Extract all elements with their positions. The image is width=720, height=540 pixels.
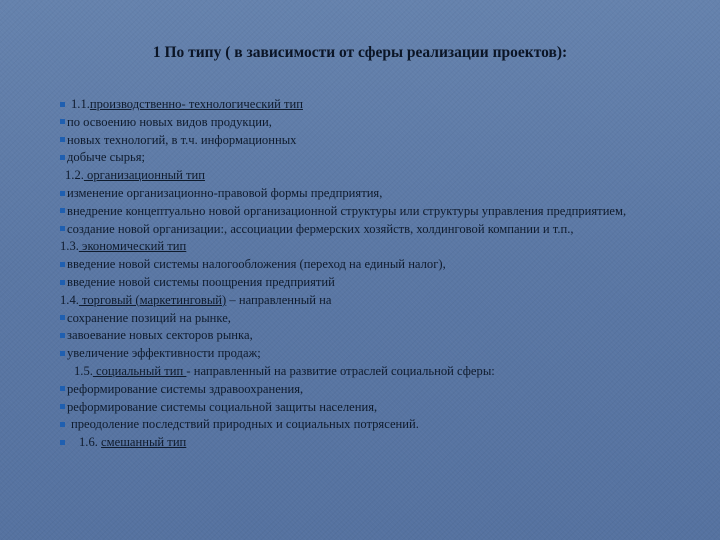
list-item (60, 149, 692, 167)
square-bullet-icon (60, 102, 65, 107)
square-bullet-icon (60, 315, 65, 320)
heading-1-2 (60, 167, 692, 185)
slide-body (60, 96, 692, 452)
square-bullet-icon (60, 119, 65, 124)
list-item (60, 327, 692, 345)
item-type: организационный тип (83, 168, 206, 183)
list-item-text: сохранение позиций на рынке, (67, 310, 231, 325)
slide-title: 1 По типу ( в зависимости от сферы реализации проектов): (152, 44, 568, 61)
square-bullet-icon (60, 208, 65, 213)
square-bullet-icon (60, 422, 65, 427)
item-description: – направленный на (226, 292, 332, 307)
heading-1-1 (60, 96, 692, 114)
square-bullet-icon (60, 262, 65, 267)
list-item (60, 381, 692, 399)
list-item-text: преодоление последствий природных и социальных потрясений. (71, 417, 419, 432)
item-type: производственно- технологический тип (89, 97, 303, 111)
item-number: 1.3. (60, 239, 79, 254)
list-item-text: введение новой системы налогообложения (переход на единый налог), (67, 257, 446, 272)
list-item (60, 416, 692, 434)
list-item (60, 256, 692, 274)
heading-1-6 (60, 434, 692, 452)
item-type: экономический тип (78, 239, 187, 254)
list-item (60, 310, 692, 328)
list-item-text: создание новой организации:, ассоциации фермерских хозяйств, холдинговой компании и т.п., (67, 221, 574, 236)
list-item-text: увеличение эффективности продаж; (67, 346, 261, 361)
item-type: смешанный тип (101, 435, 187, 450)
list-item-text: введение новой системы поощрения предприятий (67, 274, 335, 289)
square-bullet-icon (60, 351, 65, 356)
square-bullet-icon (60, 386, 65, 391)
list-item-text: добыче сырья; (67, 150, 146, 165)
square-bullet-icon (60, 280, 65, 285)
item-number: 1.4. (60, 292, 79, 307)
list-item-text: завоевание новых секторов рынка, (67, 328, 253, 343)
square-bullet-icon (60, 404, 65, 409)
list-item-text: реформирование системы социальной защиты населения, (67, 399, 378, 414)
list-item-text: реформирование системы здравоохранения, (67, 381, 304, 396)
square-bullet-icon (60, 333, 65, 338)
square-bullet-icon (60, 137, 65, 142)
heading-1-4 (60, 292, 692, 310)
item-type: социальный тип (92, 363, 187, 378)
item-type: торговый (маркетинговый) (78, 292, 227, 307)
list-item (60, 185, 692, 203)
list-item-text: внедрение концептуально новой организационной структуры или структуры управления предприятием, (67, 203, 627, 218)
item-description: - направленный на развитие отраслей социальной сферы: (186, 363, 495, 378)
list-item (60, 274, 692, 292)
list-item (60, 399, 692, 417)
square-bullet-icon (60, 191, 65, 196)
list-item (60, 203, 692, 221)
list-item-text: изменение организационно-правовой формы предприятия, (67, 185, 383, 200)
heading-1-5 (60, 363, 692, 381)
item-number: 1.1. (71, 97, 90, 111)
square-bullet-icon (60, 155, 65, 160)
heading-1-3 (60, 238, 692, 256)
list-item (60, 221, 692, 239)
square-bullet-icon (60, 440, 65, 445)
item-number: 1.5. (74, 363, 93, 378)
list-item-text: по освоению новых видов продукции, (67, 114, 272, 129)
list-item (60, 132, 692, 150)
list-item-text: новых технологий, в т.ч. информационных (67, 132, 297, 147)
item-number: 1.2. (65, 168, 84, 183)
square-bullet-icon (60, 226, 65, 231)
list-item (60, 114, 692, 132)
list-item (60, 345, 692, 363)
item-number: 1.6. (79, 435, 98, 450)
